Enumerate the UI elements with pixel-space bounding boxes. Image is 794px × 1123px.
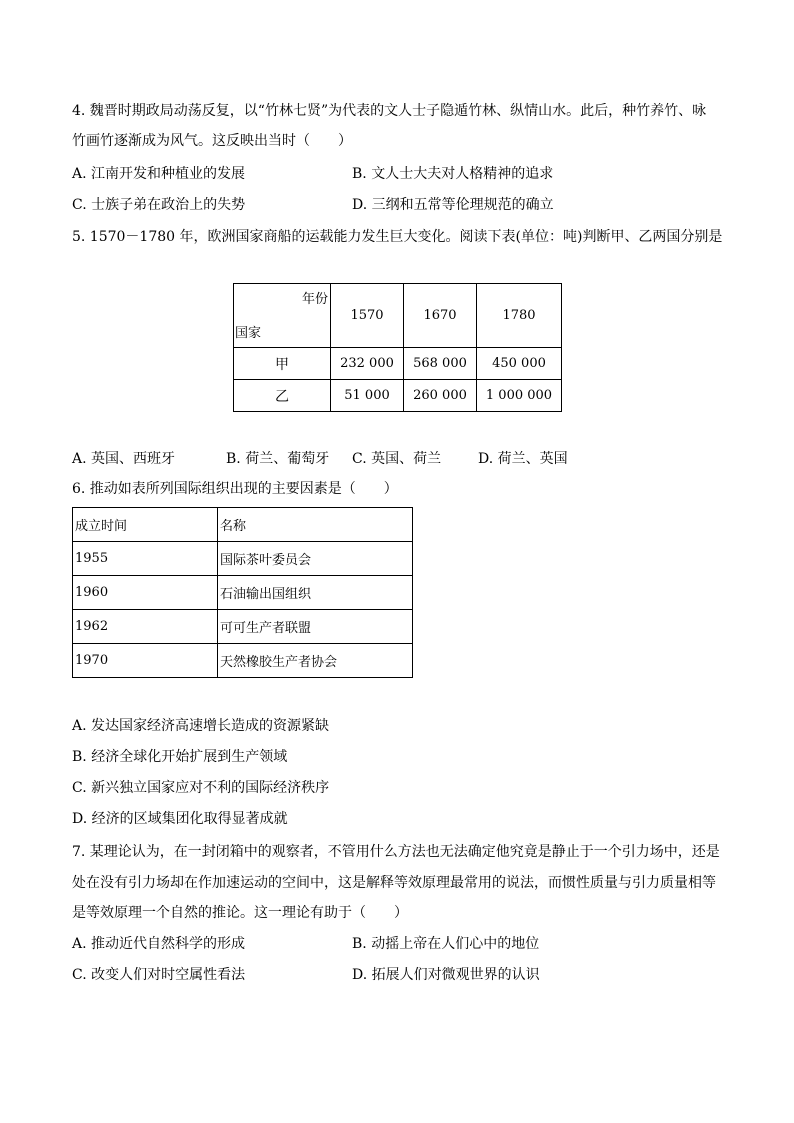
q4-option-c: C. 士族子弟在政治上的失势 xyxy=(72,197,246,213)
table-cell: 天然橡胶生产者协会 xyxy=(218,644,413,678)
q5-table xyxy=(233,283,562,412)
table-row xyxy=(73,610,413,644)
table-cell: 1 000 000 xyxy=(477,380,562,412)
country-cell: 乙 xyxy=(234,380,331,412)
q7-option-b: B. 动摇上帝在人们心中的地位 xyxy=(352,936,540,952)
q7-option-d: D. 拓展人们对微观世界的认识 xyxy=(352,967,540,983)
table-row xyxy=(73,644,413,678)
table-cell: 1960 xyxy=(73,576,218,610)
year-header-cell: 1570 xyxy=(331,284,404,348)
q6-option-b: B. 经济全球化开始扩展到生产领域 xyxy=(72,749,288,765)
table-cell: 232 000 xyxy=(331,348,404,380)
year-header-cell: 1670 xyxy=(404,284,477,348)
table-cell: 260 000 xyxy=(404,380,477,412)
q5-option-a: A. 英国、西班牙 xyxy=(72,451,176,467)
table-cell: 51 000 xyxy=(331,380,404,412)
q7-stem-line3: 是等效原理一个自然的推论。这一理论有助于（ ） xyxy=(72,905,408,921)
table-cell: 石油输出国组织 xyxy=(218,576,413,610)
corner-header-year: 年份 xyxy=(301,292,328,307)
q7-stem-line1: 7. 某理论认为，在一封闭箱中的观察者，不管用什么方法也无法确定他究竟是静止于一个引力场中，还是 xyxy=(72,844,720,860)
q5-option-c: C. 英国、荷兰 xyxy=(352,451,442,467)
year-header-cell: 1780 xyxy=(477,284,562,348)
q4-option-b: B. 文人士大夫对人格精神的追求 xyxy=(352,166,554,182)
q4-stem-line1: 4. 魏晋时期政局动荡反复，以“竹林七贤”为代表的文人士子隐遁竹林、纵情山水。此后，种竹养竹、咏 xyxy=(72,103,707,119)
table-cell: 1970 xyxy=(73,644,218,678)
table-row xyxy=(234,380,562,412)
table-header-cell: 名称 xyxy=(218,508,413,542)
table-cell: 568 000 xyxy=(404,348,477,380)
table-row xyxy=(73,542,413,576)
table-cell: 可可生产者联盟 xyxy=(218,610,413,644)
table-row xyxy=(234,284,562,348)
table-cell: 1955 xyxy=(73,542,218,576)
q5-stem: 5. 1570－1780 年，欧洲国家商船的运载能力发生巨大变化。阅读下表(单位：吨)判断甲、乙两国分别是 xyxy=(72,229,723,245)
table-cell: 450 000 xyxy=(477,348,562,380)
table-row xyxy=(73,508,413,542)
table-cell: 1962 xyxy=(73,610,218,644)
q5-option-b: B. 荷兰、葡萄牙 xyxy=(226,451,330,467)
country-cell: 甲 xyxy=(234,348,331,380)
q7-option-a: A. 推动近代自然科学的形成 xyxy=(72,936,246,952)
q7-stem-line2: 处在没有引力场却在作加速运动的空间中，这是解释等效原理最常用的说法，而惯性质量与引力质量相等 xyxy=(72,875,716,891)
table-row xyxy=(234,348,562,380)
q4-option-d: D. 三纲和五常等伦理规范的确立 xyxy=(352,197,554,213)
q5-option-d: D. 荷兰、英国 xyxy=(478,451,568,467)
q6-option-c: C. 新兴独立国家应对不利的国际经济秩序 xyxy=(72,780,330,796)
table-row xyxy=(73,576,413,610)
q6-option-d: D. 经济的区域集团化取得显著成就 xyxy=(72,811,288,827)
q6-table xyxy=(72,507,413,678)
q7-option-c: C. 改变人们对时空属性看法 xyxy=(72,967,246,983)
q4-option-a: A. 江南开发和种植业的发展 xyxy=(72,166,246,182)
table-corner-cell xyxy=(234,284,331,348)
table-cell: 国际茶叶委员会 xyxy=(218,542,413,576)
table-header-cell: 成立时间 xyxy=(73,508,218,542)
q6-stem: 6. 推动如表所列国际组织出现的主要因素是（ ） xyxy=(72,481,398,497)
q4-stem-line2: 竹画竹逐渐成为风气。这反映出当时（ ） xyxy=(72,133,352,149)
q6-option-a: A. 发达国家经济高速增长造成的资源紧缺 xyxy=(72,718,330,734)
corner-header-country: 国家 xyxy=(235,326,262,341)
